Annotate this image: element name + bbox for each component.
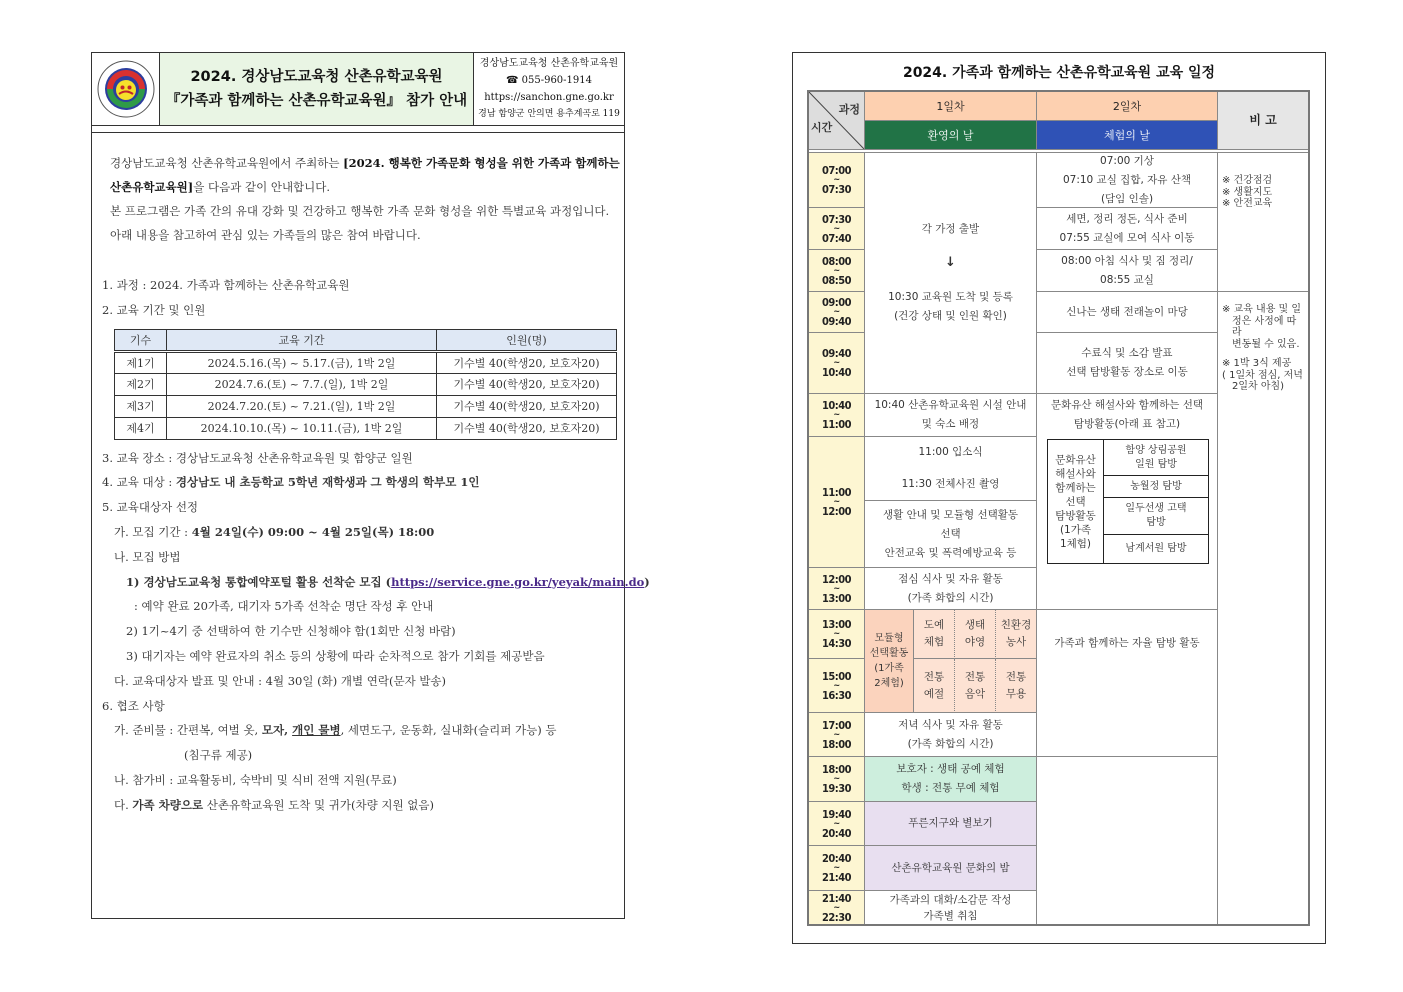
time-slot: 07:00 ~ 07:30: [809, 153, 865, 208]
item-fee: 나. 참가비 : 교육활동비, 숙박비 및 식비 전액 지원(무료): [114, 772, 397, 787]
heritage-tour-options: [1047, 439, 1209, 564]
logo-cell: [92, 53, 160, 125]
title-line-2: 『가족과 함께하는 산촌유학교육원』 참가 안내: [165, 93, 468, 109]
module-music: 전통 음악: [955, 659, 996, 713]
day1-evening-craft: 보호자 : 생태 공예 체험 학생 : 전통 무예 체험: [865, 757, 1037, 802]
day1-life-guide: 생활 안내 및 모듈형 선택활동 선택 안전교육 및 폭력예방교육 등: [865, 501, 1037, 568]
module-eco-camping: 생태 야영: [955, 610, 996, 659]
time-slot: 09:00 ~ 09:40: [809, 292, 865, 333]
address: 경남 함양군 안의면 용추계곡로 119: [478, 109, 620, 119]
schedule-table: [807, 90, 1310, 926]
day1-culture-night: 산촌유학교육원 문화의 밤: [865, 846, 1037, 891]
time-slot: 10:40 ~ 11:00: [809, 394, 865, 437]
time-slot: 15:00 ~ 16:30: [809, 659, 865, 713]
day2-village-tour: 가족과 함께하는 자율 탐방 활동: [1037, 610, 1218, 757]
time-slot: 09:40 ~ 10:40: [809, 333, 865, 394]
down-arrow-icon: ↓: [945, 255, 956, 270]
day2-wakeup: 07:00 기상 07:10 교실 집합, 자유 산책 (담임 인솔): [1037, 153, 1218, 208]
day2-wash: 세면, 정리 정돈, 식사 준비 07:55 교실에 모여 식사 이동: [1037, 208, 1218, 250]
table-row: [115, 351, 617, 373]
day1-dinner: 저녁 식사 및 자유 활동 (가족 화합의 시간): [865, 713, 1037, 757]
item-transport: 다. 가족 차량으로 산촌유학교육원 도착 및 귀가(차량 지원 없음): [114, 797, 434, 812]
item-recruit-method: 나. 모집 방법: [114, 549, 181, 564]
item-selection: 5. 교육대상자 선정: [102, 500, 199, 515]
day1-entrance-ceremony: 11:00 입소식 11:30 전체사진 촬영: [865, 437, 1037, 501]
time-slot: 17:00 ~ 18:00: [809, 713, 865, 757]
day1-theme: 환영의 날: [865, 121, 1037, 150]
corner-header: [809, 92, 865, 150]
tour-option: 농월정 탐방: [1104, 476, 1208, 498]
col-header-period: 교육 기간: [167, 329, 437, 351]
day1-stargazing: 푸른지구와 별보기: [865, 802, 1037, 846]
item-method-1: 1) 경상남도교육청 통합예약포털 활용 선착순 모집 (https://service.gne.go.kr/yeyak/main.do): [126, 574, 650, 589]
item-recruit-period: 가. 모집 기간 : 4월 24일(수) 09:00 ~ 4월 25일(목) 18:00: [114, 524, 435, 539]
tour-option: 남계서원 탐방: [1125, 543, 1187, 554]
tour-option: 일두선생 고택 탐방: [1104, 498, 1208, 535]
reservation-link[interactable]: https://service.gne.go.kr/yeyak/main.do: [391, 574, 645, 589]
notice-header: [92, 53, 624, 126]
time-slot: 13:00 ~ 14:30: [809, 610, 865, 659]
cell-cohort: 제3기: [115, 395, 167, 417]
corner-course-label: 과정: [838, 103, 860, 116]
item-location: 3. 교육 장소 : 경상남도교육청 산촌유학교육원 및 함양군 일원: [102, 450, 413, 465]
day2-closing: 수료식 및 소감 발표 선택 탐방활동 장소로 이동: [1037, 333, 1218, 394]
item-supplies-cont: (침구류 제공): [184, 748, 253, 763]
note-schedule-change: ※ 교육 내용 및 일 정은 사정에 따라 변동될 수 있음. ※ 1박 3식 제공 ( 1일차 점심, 저녁 2일차 아침): [1222, 304, 1303, 392]
module-eco-farming: 친환경 농사: [996, 610, 1037, 659]
time-slot: 19:40 ~ 20:40: [809, 802, 865, 846]
cell-cohort: 제2기: [115, 373, 167, 395]
note-header: 비 고: [1218, 92, 1308, 150]
module-dance: 전통 무용: [996, 659, 1037, 713]
cell-headcount: 기수별 40(학생20, 보호자20): [437, 351, 617, 373]
day2-breakfast: 08:00 아침 식사 및 짐 정리/ 08:55 교실: [1037, 250, 1218, 292]
contact-info: [474, 53, 624, 125]
time-slot: 21:40 ~ 22:30: [809, 891, 865, 924]
cell-period: 2024.5.16.(목) ~ 5.17.(금), 1박 2일: [167, 351, 437, 373]
time-slot: 12:00 ~ 13:00: [809, 568, 865, 610]
tour-option: 함양 상림공원 일원 탐방: [1104, 440, 1208, 476]
day1-family-talk: 가족과의 대화/소감문 작성 가족별 취침: [865, 891, 1037, 924]
cell-cohort: 제4기: [115, 417, 167, 439]
phone-number: ☎ 055-960-1914: [505, 75, 592, 86]
cell-headcount: 기수별 40(학생20, 보호자20): [437, 417, 617, 439]
schedule-title: 2024. 가족과 함께하는 산촌유학교육원 교육 일정: [902, 65, 1216, 81]
header-divider: [92, 126, 624, 133]
item-target: 4. 교육 대상 : 경상남도 내 초등학교 5학년 재학생과 그 학생의 학부모 1인: [102, 475, 480, 490]
time-slot: 08:00 ~ 08:50: [809, 250, 865, 292]
item-course: 1. 과정 : 2024. 가족과 함께하는 산촌유학교육원: [102, 278, 350, 292]
corner-time-label: 시간: [811, 121, 833, 134]
item-method-1-note: : 예약 완료 20가족, 대기자 5가족 선착순 명단 작성 후 안내: [134, 599, 434, 614]
col-header-headcount: 인원(명): [437, 329, 617, 351]
day1-arrival-block: 각 가정 출발 ↓ 10:30 교육원 도착 및 등록 (건강 상태 및 인원 확인): [865, 153, 1037, 394]
intro-paragraph-2: 본 프로그램은 가족 간의 유대 강화 및 건강하고 행복한 가족 문화 형성을 위한 특별교육 과정입니다. 아래 내용을 참고하여 관심 있는 가족들의 많은 참여 바랍니다.: [110, 204, 610, 242]
item-announcement: 다. 교육대상자 발표 및 안내 : 4월 30일 (화) 개별 연락(문자 발송): [114, 673, 447, 688]
time-slot: 11:00 ~ 12:00: [809, 437, 865, 568]
website-url[interactable]: https://sanchon.gne.go.kr: [484, 92, 614, 103]
day2-traditional-play: 신나는 생태 전래놀이 마당: [1037, 292, 1218, 333]
item-period-heading: 2. 교육 기간 및 인원: [102, 302, 206, 317]
cell-period: 2024.7.6.(토) ~ 7.7.(일), 1박 2일: [167, 373, 437, 395]
module-etiquette: 전통 예절: [914, 659, 955, 713]
time-slot: 07:30 ~ 07:40: [809, 208, 865, 250]
table-row: [115, 395, 617, 417]
item-cooperation: 6. 협조 사항: [102, 698, 165, 713]
day2-empty: [1037, 757, 1218, 924]
day2-heritage-tour: 문화유산 해설사와 함께하는 선택 탐방활동(아래 표 참고): [1037, 394, 1218, 610]
item-supplies: 가. 준비물 : 간편복, 여벌 옷, 모자, 개인 물병, 세면도구, 운동화, 실내화(슬리퍼 가능) 등: [114, 723, 557, 738]
cell-cohort: 제1기: [115, 351, 167, 373]
time-slot: 18:00 ~ 19:30: [809, 757, 865, 802]
period-table: [114, 329, 617, 440]
notice-page: [91, 52, 650, 919]
tour-options-label: 문화유산 해설사와 함께하는 선택 탐방활동 (1가족 1체험): [1048, 440, 1104, 563]
emblem-logo-icon: [96, 59, 156, 119]
cell-headcount: 기수별 40(학생20, 보호자20): [437, 395, 617, 417]
item-method-3: 3) 대기자는 예약 완료자의 취소 등의 상황에 따라 순차적으로 참가 기회를 제공받음: [126, 648, 545, 663]
col-header-cohort: 기수: [115, 329, 167, 351]
notice-title: [160, 53, 474, 125]
notice-body: [92, 151, 650, 818]
table-header-row: [115, 329, 617, 351]
day1-header: 1일차: [865, 92, 1037, 121]
module-pottery: 도예 체험: [914, 610, 955, 659]
day2-theme: 체험의 날: [1037, 121, 1218, 150]
time-slot: 20:40 ~ 21:40: [809, 846, 865, 891]
intro-paragraph-1: 경상남도교육청 산촌유학교육원에서 주최하는 [2024. 행복한 가족문화 형성을 위한 가족과 함께하는 산촌유학교육원]을 다음과 같이 안내합니다.: [110, 156, 620, 194]
schedule-page: [792, 52, 1326, 944]
table-row: [115, 373, 617, 395]
day1-facility-tour: 10:40 산촌유학교육원 시설 안내 및 숙소 배정: [865, 394, 1037, 437]
title-line-1: 2024. 경상남도교육청 산촌유학교육원: [190, 69, 443, 85]
cell-period: 2024.10.10.(목) ~ 10.11.(금), 1박 2일: [167, 417, 437, 439]
table-row: [115, 417, 617, 439]
day2-header: 2일차: [1037, 92, 1218, 121]
note-safety: ※ 건강점검 ※ 생활지도 ※ 안전교육: [1218, 153, 1308, 292]
item-method-2: 2) 1기~4기 중 선택하여 한 기수만 신청해야 함(1회만 신청 바람): [126, 624, 456, 639]
module-activity-label: 모듈형 선택활동 (1가족 2체험): [865, 610, 914, 713]
cell-period: 2024.7.20.(토) ~ 7.21.(일), 1박 2일: [167, 395, 437, 417]
org-name: 경상남도교육청 산촌유학교육원: [479, 58, 619, 69]
cell-headcount: 기수별 40(학생20, 보호자20): [437, 373, 617, 395]
tour-options-list: [1104, 440, 1208, 563]
day1-lunch: 점심 식사 및 자유 활동 (가족 화합의 시간): [865, 568, 1037, 610]
